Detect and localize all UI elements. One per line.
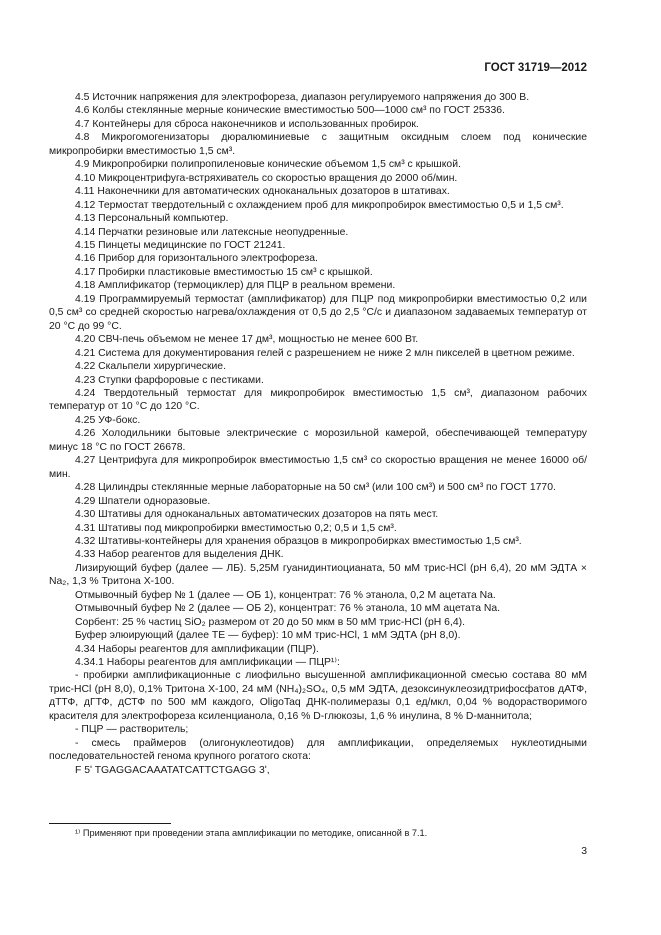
elution-buffer-text: Буфер элюирующий (далее ТЕ — буфер): 10 мМ трис-HCl, 1 мМ ЭДТА (pH 8,0).: [75, 630, 461, 642]
document-code-header: ГОСТ 31719—2012: [484, 62, 587, 74]
item-4-29: 4.29 Шпатели одноразовые.: [75, 495, 211, 507]
item-4-9: 4.9 Микропробирки полипропиленовые конические объемом 1,5 см³ с крышкой.: [75, 159, 461, 171]
primer-mix-text: - смесь праймеров (олигонуклеотидов) для амплификации, определяемых нуклеотидными последовательностей генома крупного рогатого скота:: [49, 737, 587, 763]
page-number: 3: [581, 846, 587, 857]
item-4-20: 4.20 СВЧ-печь объемом не менее 17 дм³, мощностью не менее 600 Вт.: [75, 334, 419, 346]
item-4-32: 4.32 Штативы-контейнеры для хранения образцов в микропробирках вместимостью 1,5 см³.: [75, 535, 522, 547]
footnote: ¹⁾ Применяют при проведении этапа амплификации по методике, описанной в 7.1.: [75, 828, 428, 838]
wash-buffer-2-text: Отмывочный буфер № 2 (далее — ОБ 2), концентрат: 76 % этанола, 10 мМ ацетата Na.: [75, 603, 501, 615]
item-4-18: 4.18 Амплификатор (термоциклер) для ПЦР в реальном времени.: [75, 280, 396, 292]
item-4-14: 4.14 Перчатки резиновые или латексные неопудренные.: [75, 226, 349, 238]
item-4-7: 4.7 Контейнеры для сброса наконечников и использованных пробирок.: [75, 118, 419, 130]
item-4-16: 4.16 Прибор для горизонтального электрофореза.: [75, 253, 318, 265]
item-4-31: 4.31 Штативы под микропробирки вместимостью 0,2; 0,5 и 1,5 см³.: [75, 522, 397, 534]
item-4-5: 4.5 Источник напряжения для электрофореза, диапазон регулируемого напряжения до 300 В.: [75, 92, 530, 103]
item-4-17: 4.17 Пробирки пластиковые вместимостью 15 см³ с крышкой.: [75, 266, 373, 278]
primer-forward-sequence: F 5ʹ TGAGGACAAATATCATTCTGAGG 3ʹ,: [75, 764, 270, 776]
item-4-10: 4.10 Микроцентрифуга-встряхиватель со скоростью вращения до 2000 об/мин.: [75, 172, 458, 184]
item-4-22: 4.22 Скальпели хирургические.: [75, 361, 226, 373]
item-4-34-1: 4.34.1 Наборы реагентов для амплификации — ПЦР¹⁾:: [75, 657, 340, 669]
item-4-24: 4.24 Твердотельный термостат для микропробирок вместимостью 1,5 см³, диапазоном рабочих температур от 10 °С до 120 °С.: [49, 387, 587, 413]
item-4-8: 4.8 Микрогомогенизаторы дюралюминиевые с защитным оксидным слоем под конические микропробирки вместимостью 1,5 см³.: [49, 132, 587, 157]
item-4-12: 4.12 Термостат твердотельный с охлаждением проб для микропробирок вместимостью 0,5 и 1,5 см³.: [75, 199, 564, 211]
item-4-19: 4.19 Программируемый термостат (амплификатор) для ПЦР под микропробирки вместимостью 0,2 или 0,5 см³ со средней скоростью нагрева/охлаждения от 0,5 до 2,5 °С/с и диапазоном задаваемых температур от 20 °С до 99 °С.: [49, 293, 587, 332]
lysis-buffer-text: Лизирующий буфер (далее — ЛБ). 5,25М гуанидинтиоцианата, 50 мМ трис-HCl (pH 6,4), 20 мМ ЭДТА × Na₂, 1,3 % Тритона X-100.: [49, 562, 587, 588]
sorbent-text: Сорбент: 25 % частиц SiO₂ размером от 20 до 50 мкм в 50 мМ трис-HCl (pH 6,4).: [75, 616, 465, 628]
item-4-15: 4.15 Пинцеты медицинские по ГОСТ 21241.: [75, 239, 286, 251]
amplification-tubes-text: - пробирки амплификационные с лиофильно высушенной амплификационной смесью состава 80 мМ трис-HCl (pH 8,0), 0,1% Тритона X-100, 24 мМ (NH₄)₂SO₄, 0,5 мМ ЭДТА, дезоксинуклеозидтрифосфатов дАТФ, дТТФ, дГТФ, дСТФ по 500 мМ каждого, OligoTaq ДНК-полимеразы 0,1 ед/мкл, 0,04 % водорастворимого красителя для электрофореза ксиленцианола, 0,16 % D-глюкозы, 1,6 % инулина, 8 % D-маннитола;: [49, 670, 587, 722]
item-4-23: 4.23 Ступки фарфоровые с пестиками.: [75, 374, 264, 386]
item-4-25: 4.25 УФ-бокс.: [75, 414, 141, 426]
item-4-21: 4.21 Система для документирования гелей с разрешением не ниже 2 млн пикселей в цветном режиме.: [75, 347, 575, 359]
footnote-divider: [49, 823, 171, 824]
item-4-6: 4.6 Колбы стеклянные мерные конические вместимостью 500—1000 см³ по ГОСТ 25336.: [75, 105, 505, 117]
item-4-28: 4.28 Цилиндры стеклянные мерные лабораторные на 50 см³ (или 100 см³) и 500 см³ по ГОСТ 1770.: [75, 482, 556, 494]
item-4-33: 4.33 Набор реагентов для выделения ДНК.: [75, 549, 284, 561]
item-4-11: 4.11 Наконечники для автоматических одноканальных дозаторов в штативах.: [75, 186, 450, 198]
item-4-34: 4.34 Наборы реагентов для амплификации (ПЦР).: [75, 643, 319, 655]
wash-buffer-1-text: Отмывочный буфер № 1 (далее — ОБ 1), концентрат: 76 % этанола, 0,2 М ацетата Na.: [75, 589, 496, 601]
item-4-27: 4.27 Центрифуга для микропробирок вместимостью 1,5 см³ со скоростью вращения не менее 16000 об/мин.: [49, 455, 587, 480]
item-4-13: 4.13 Персональный компьютер.: [75, 213, 229, 225]
pcr-solvent-text: - ПЦР — растворитель;: [75, 724, 189, 736]
item-4-26: 4.26 Холодильники бытовые электрические с морозильной камерой, обеспечивающей температуру минус 18 °С по ГОСТ 26678.: [49, 428, 587, 453]
item-4-30: 4.30 Штативы для одноканальных автоматических дозаторов на пять мест.: [75, 509, 439, 521]
document-body: [49, 91, 587, 777]
